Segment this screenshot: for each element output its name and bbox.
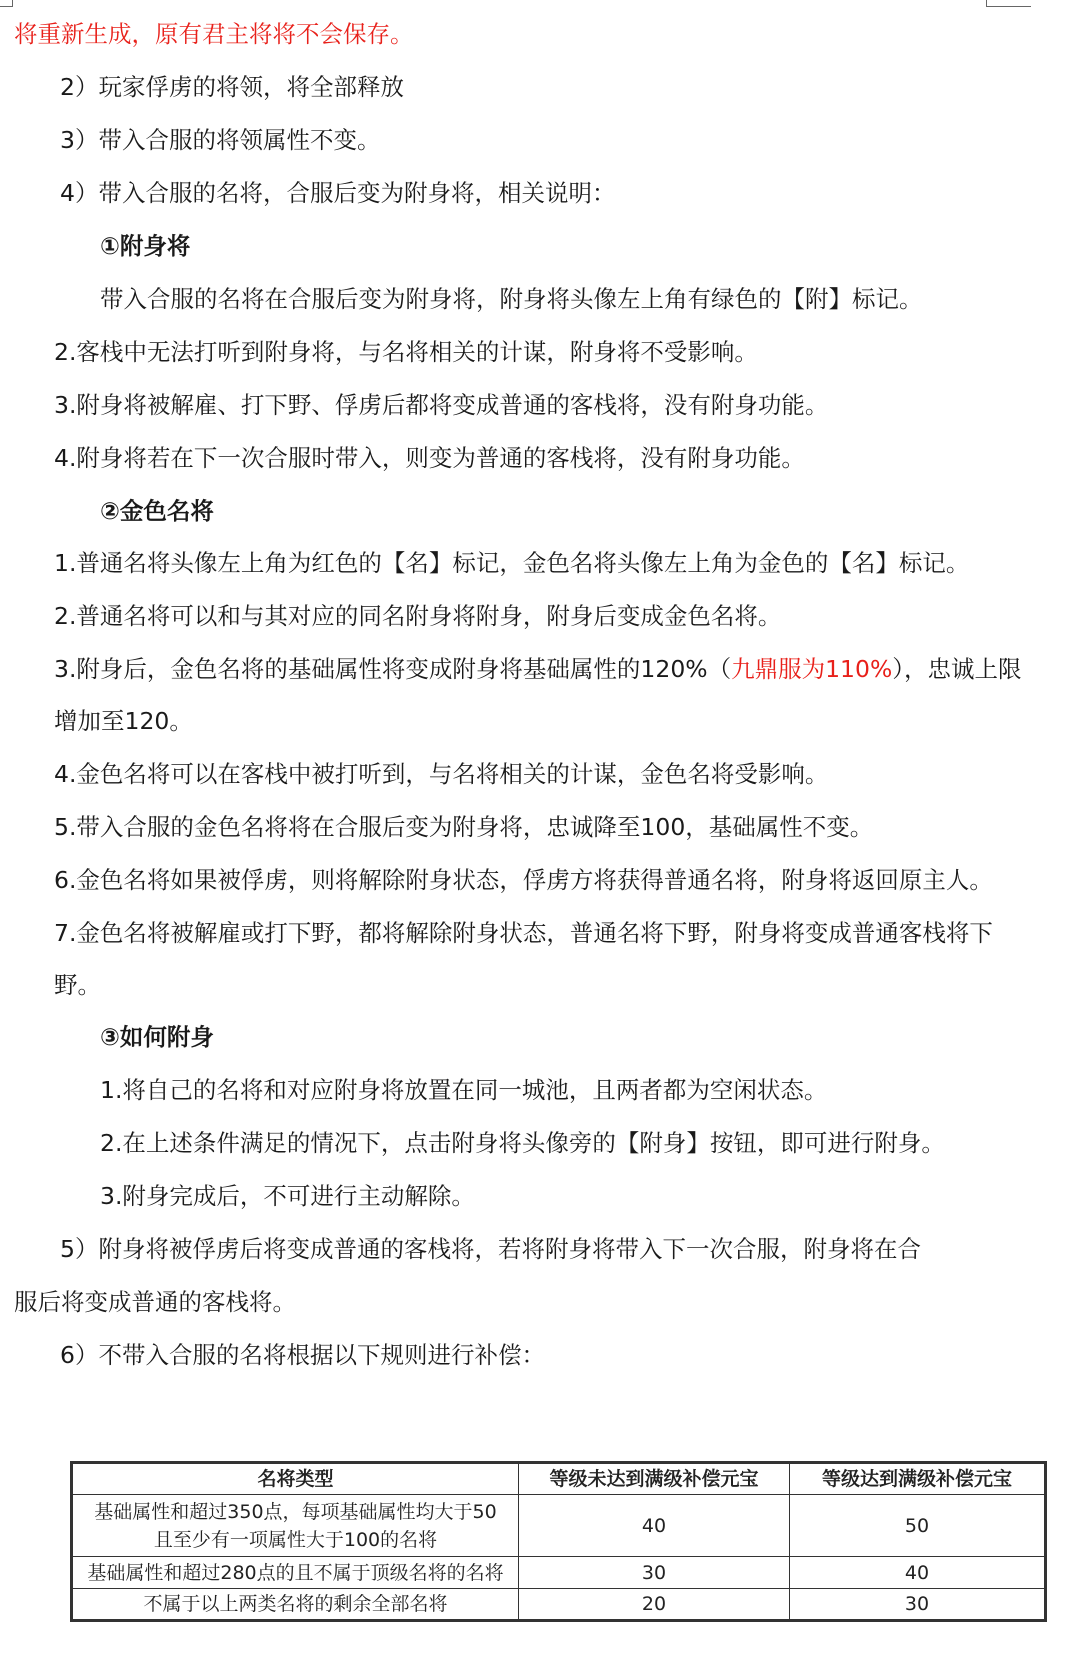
- text-line: 2.普通名将可以和与其对应的同名附身将附身，附身后变成金色名将。: [54, 602, 782, 630]
- table-cell-type: 基础属性和超过280点的且不属于顶级名将的名将: [72, 1557, 519, 1589]
- table-cell-at-max: 50: [790, 1495, 1046, 1557]
- column-header-max-level: 等级达到满级补偿元宝: [790, 1463, 1046, 1495]
- text-line: 2.客栈中无法打听到附身将，与名将相关的计谋，附身将不受影响。: [54, 338, 758, 366]
- text-line-attribute-bonus: [54, 654, 1022, 684]
- column-header-general-type: 名将类型: [72, 1463, 519, 1495]
- page-corner-mark-right: [986, 0, 1031, 7]
- text-line: 野。: [54, 971, 101, 999]
- text-line: 5.带入合服的金色名将将在合服后变为附身将，忠诚降至100，基础属性不变。: [54, 813, 874, 841]
- text-line: 带入合服的名将在合服后变为附身将，附身将头像左上角有绿色的【附】标记。: [100, 285, 923, 313]
- text-line: 3.附身完成后，不可进行主动解除。: [100, 1182, 475, 1210]
- text-line: 4.金色名将可以在客栈中被打听到，与名将相关的计谋，金色名将受影响。: [54, 760, 829, 788]
- table-cell-below-max: 30: [519, 1557, 790, 1589]
- table-cell-at-max: 30: [790, 1589, 1046, 1621]
- text-line: 1.普通名将头像左上角为红色的【名】标记，金色名将头像左上角为金色的【名】标记。: [54, 549, 970, 577]
- text-highlight-jiuding: 九鼎服为110%: [731, 655, 893, 683]
- text-line-regenerate-note: 将重新生成，原有君主将将不会保存。: [14, 20, 414, 48]
- table-cell-at-max: 40: [790, 1557, 1046, 1589]
- table-cell-below-max: 20: [519, 1589, 790, 1621]
- table-header-row: [72, 1463, 1046, 1495]
- text-segment: ），忠诚上限: [892, 655, 1022, 683]
- table-row: [72, 1557, 1046, 1589]
- section-heading-how-to-possess: ③如何附身: [100, 1023, 214, 1051]
- text-line: 7.金色名将被解雇或打下野，都将解除附身状态，普通名将下野，附身将变成普通客栈将下: [54, 919, 993, 947]
- table-cell-text: 且至少有一项属性大于100的名将: [153, 1528, 438, 1551]
- text-line-item-2: 2）玩家俘虏的将领，将全部释放: [60, 73, 404, 101]
- table-cell-type: [72, 1495, 519, 1557]
- text-line: 3.附身将被解雇、打下野、俘虏后都将变成普通的客栈将，没有附身功能。: [54, 391, 829, 419]
- compensation-table: [70, 1461, 1047, 1622]
- section-heading-possession-general: ①附身将: [100, 232, 191, 260]
- text-line: 6.金色名将如果被俘虏，则将解除附身状态，俘虏方将获得普通名将，附身将返回原主人。: [54, 866, 993, 894]
- page-corner-mark-left: [0, 0, 13, 7]
- text-line: 增加至120。: [54, 707, 193, 735]
- text-line-item-6: 6）不带入合服的名将根据以下规则进行补偿：: [60, 1341, 545, 1369]
- text-line: 服后将变成普通的客栈将。: [14, 1288, 296, 1316]
- text-line-item-3: 3）带入合服的将领属性不变。: [60, 126, 381, 154]
- table-row: [72, 1495, 1046, 1557]
- table-cell-text: 基础属性和超过350点，每项基础属性均大于50: [94, 1500, 497, 1523]
- text-line-item-4: 4）带入合服的名将，合服后变为附身将，相关说明：: [60, 179, 616, 207]
- text-line-item-5: 5）附身将被俘虏后将变成普通的客栈将，若将附身将带入下一次合服，附身将在合: [60, 1235, 921, 1263]
- section-heading-gold-general: ②金色名将: [100, 497, 214, 525]
- table-row: [72, 1589, 1046, 1621]
- table-cell-type: 不属于以上两类名将的剩余全部名将: [72, 1589, 519, 1621]
- text-line: 4.附身将若在下一次合服时带入，则变为普通的客栈将，没有附身功能。: [54, 444, 805, 472]
- text-line: 2.在上述条件满足的情况下，点击附身将头像旁的【附身】按钮，即可进行附身。: [100, 1129, 945, 1157]
- column-header-below-max-level: 等级未达到满级补偿元宝: [519, 1463, 790, 1495]
- text-segment: 3.附身后，金色名将的基础属性将变成附身将基础属性的120%（: [54, 655, 732, 683]
- table-cell-below-max: 40: [519, 1495, 790, 1557]
- text-line: 1.将自己的名将和对应附身将放置在同一城池，且两者都为空闲状态。: [100, 1076, 828, 1104]
